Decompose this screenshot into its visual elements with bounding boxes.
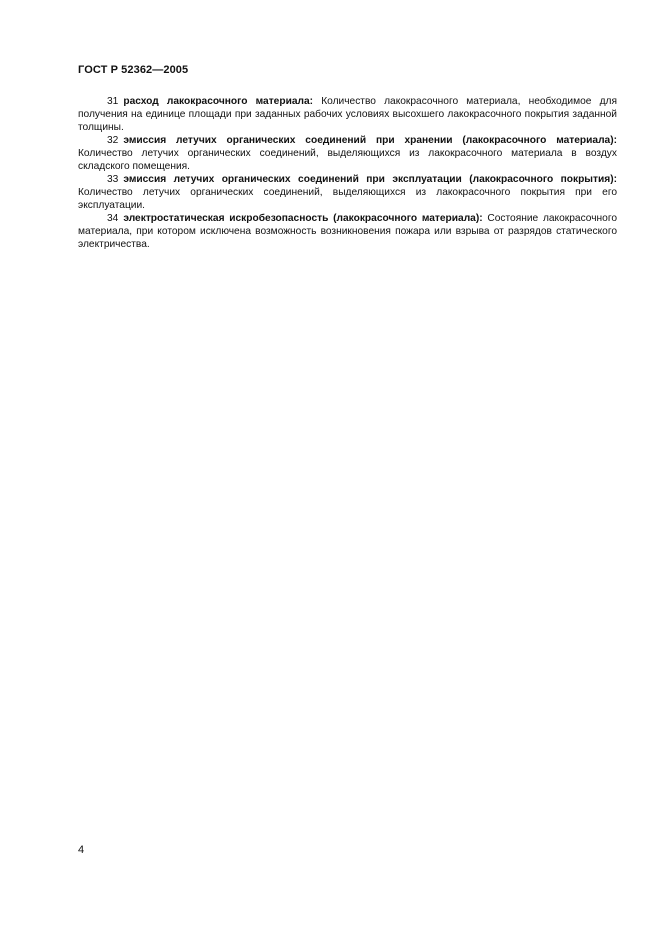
term-number: 33 — [107, 174, 119, 185]
term-definition: Состояние лакокрасочного материала, при котором исключена возможность возникновения пожара или взрыва от разрядов статического электричества. — [78, 213, 617, 250]
term-definition: Количество летучих органических соединений, выделяющихся из лакокрасочного материала в воздух складского помещения. — [78, 148, 617, 172]
term-number: 32 — [107, 135, 119, 146]
term-definition: Количество лакокрасочного материала, необходимое для получения на единице площади при заданных рабочих условиях высохшего лакокрасочного покрытия заданной толщины. — [78, 96, 618, 133]
term-title: эмиссия летучих органических соединений при хранении (лакокрасочного материала): — [123, 135, 617, 146]
term-definition: Количество летучих органических соединений, выделяющихся из лакокрасочного покрытия при его эксплуатации. — [78, 187, 617, 211]
term-number: 31 — [107, 96, 119, 107]
page-number: 4 — [78, 844, 85, 856]
standard-code: ГОСТ Р 52362—2005 — [78, 64, 189, 76]
page-footer — [78, 844, 84, 856]
term-entry-32 — [78, 134, 617, 173]
term-entry-33 — [78, 173, 617, 212]
term-entry-31 — [78, 95, 617, 134]
terms-section — [78, 95, 617, 251]
term-title: эмиссия летучих органических соединений при эксплуатации (лакокрасочного покрытия): — [123, 174, 617, 185]
term-number: 34 — [107, 213, 119, 224]
term-entry-34 — [78, 212, 617, 251]
term-title: электростатическая искробезопасность (лакокрасочного материала): — [123, 213, 483, 224]
term-title: расход лакокрасочного материала: — [123, 96, 314, 107]
page-header — [78, 64, 188, 76]
